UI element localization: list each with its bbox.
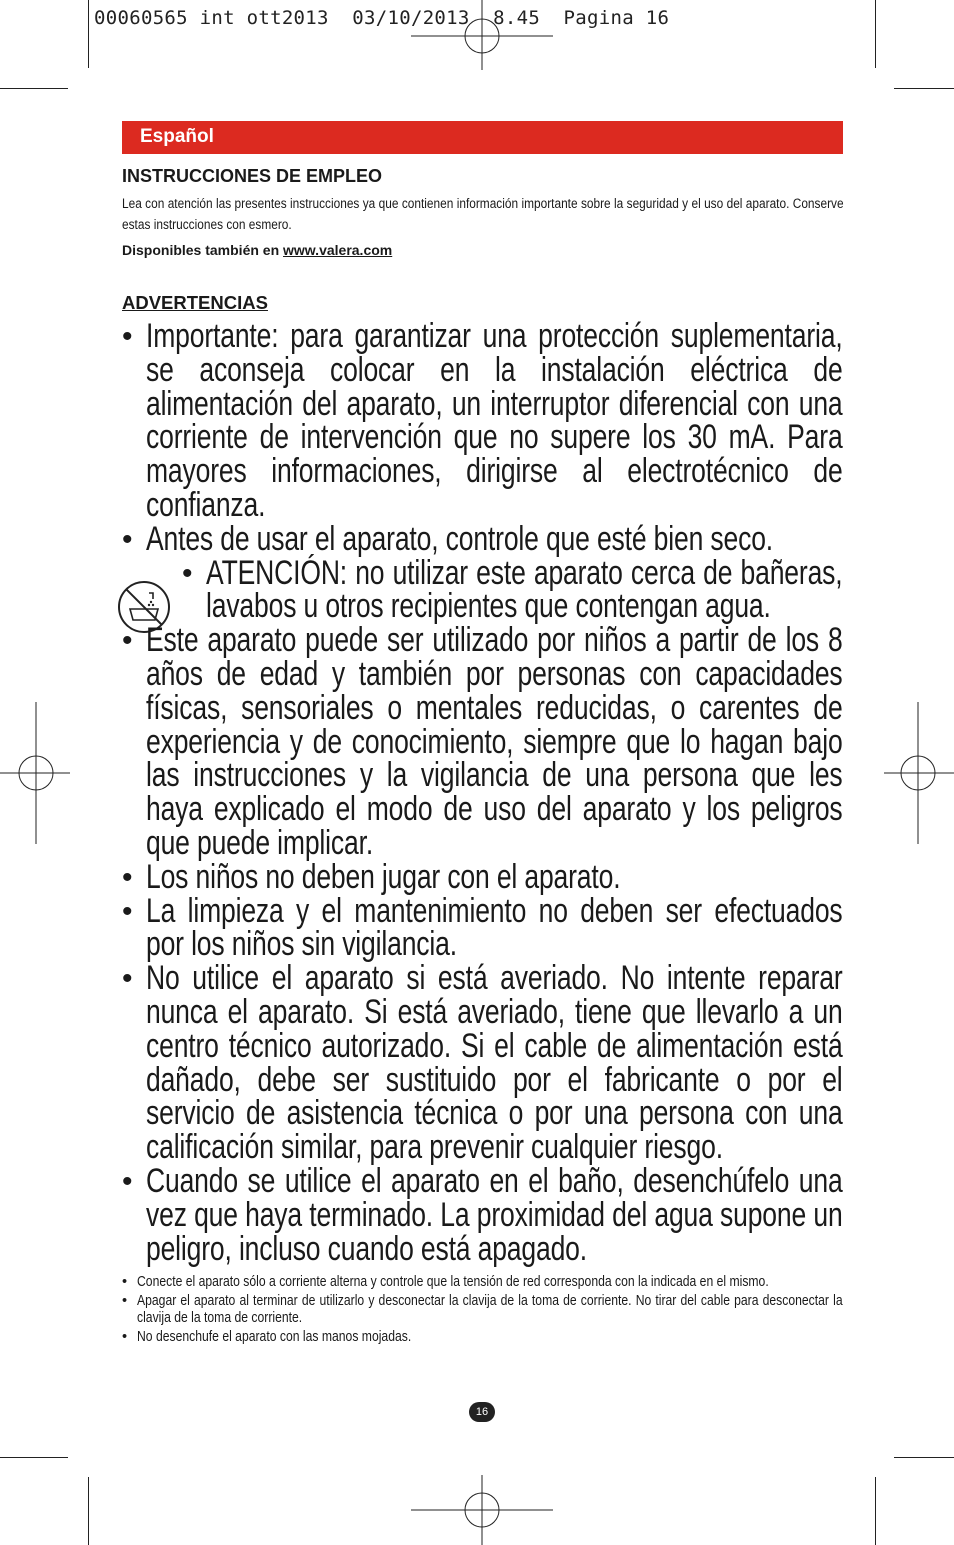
warning-item: • Los niños no deben jugar con el aparato.: [122, 861, 843, 895]
instructions-heading: INSTRUCCIONES DE EMPLEO: [122, 166, 383, 186]
warning-item: • No utilice el aparato si está averiado. No intente reparar nunca el aparato. Si está averiado, tiene que llevarlo a un centro técnico autorizado. Si el cable de alimentación está dañado, debe ser sustituido por el fabricante o por el servicio de asistencia técnica o por una persona con una calificación similar, para prevenir cualquier riesgo.: [122, 962, 843, 1165]
registration-mark-bottom-icon: [411, 1475, 553, 1545]
warnings-heading: ADVERTENCIAS: [122, 292, 268, 313]
language-label: Español: [140, 126, 214, 147]
registration-mark-top-icon: [411, 0, 553, 70]
printer-slug: 00060565 int ott2013 03/10/2013 8.45 Pagina 16: [94, 7, 670, 29]
warning-item: • Cuando se utilice el aparato en el baño, desenchúfelo una vez que haya terminado. La proximidad del agua supone un peligro, incluso cuando está apagado.: [122, 1165, 843, 1266]
warnings-list: [122, 317, 843, 1268]
crop-mark-top-left-v: [88, 0, 89, 68]
crop-mark-top-right-h: [894, 88, 954, 89]
website-link[interactable]: www.valera.com: [283, 242, 393, 258]
crop-mark-top-right-v: [875, 0, 876, 68]
instructions-intro: Lea con atención las presentes instrucciones ya que contienen información importante sobre la seguridad y el uso del aparato. Conserve estas instrucciones con esmero.: [122, 196, 844, 232]
registration-mark-left-icon: [0, 702, 70, 844]
language-bar: [122, 121, 843, 154]
page-content: [122, 163, 843, 1347]
warning-item: • Antes de usar el aparato, controle que esté bien seco.: [122, 523, 843, 557]
secondary-warning-item: • Conecte el aparato sólo a corriente alterna y controle que la tensión de red corresponda con la indicada en el mismo.: [122, 1274, 843, 1292]
availability-label: Disponibles también en: [122, 242, 284, 258]
crop-mark-bottom-right-v: [875, 1477, 876, 1545]
crop-mark-top-left-h: [0, 88, 68, 89]
secondary-warnings-list: [122, 1274, 843, 1346]
availability-line: [122, 240, 843, 260]
crop-mark-bottom-left-v: [88, 1477, 89, 1545]
warning-item-water: • ATENCIÓN: no utilizar este aparato cerca de bañeras, lavabos u otros recipientes que contengan agua.: [122, 557, 843, 625]
page-number-badge: 16: [469, 1402, 495, 1422]
crop-mark-bottom-right-h: [894, 1457, 954, 1458]
registration-mark-right-icon: [884, 702, 954, 844]
warning-item: • Este aparato puede ser utilizado por niños a partir de los 8 años de edad y también por personas con capacidades físicas, sensoriales o mentales reducidas, o carentes de experiencia y de conocimiento, siempre que lo hagan bajo las instrucciones y la vigilancia de una persona que les haya explicado el modo de uso del aparato y los peligros que puede implicar.: [122, 624, 843, 861]
warning-item: • Importante: para garantizar una protección suplementaria, se aconseja colocar en la instalación eléctrica de alimentación del aparato, un interruptor diferencial con una corriente de intervención que no supere los 30 mA. Para mayores informaciones, dirigirse al electrotécnico de confianza.: [122, 320, 843, 523]
secondary-warning-item: • No desenchufe el aparato con las manos mojadas.: [122, 1329, 843, 1347]
crop-mark-bottom-left-h: [0, 1457, 68, 1458]
secondary-warning-item: • Apagar el aparato al terminar de utilizarlo y desconectar la clavija de la toma de corriente. No tirar del cable para desconectar la clavija de la toma de corriente.: [122, 1293, 843, 1328]
warning-item: • La limpieza y el mantenimiento no deben ser efectuados por los niños sin vigilancia.: [122, 895, 843, 963]
